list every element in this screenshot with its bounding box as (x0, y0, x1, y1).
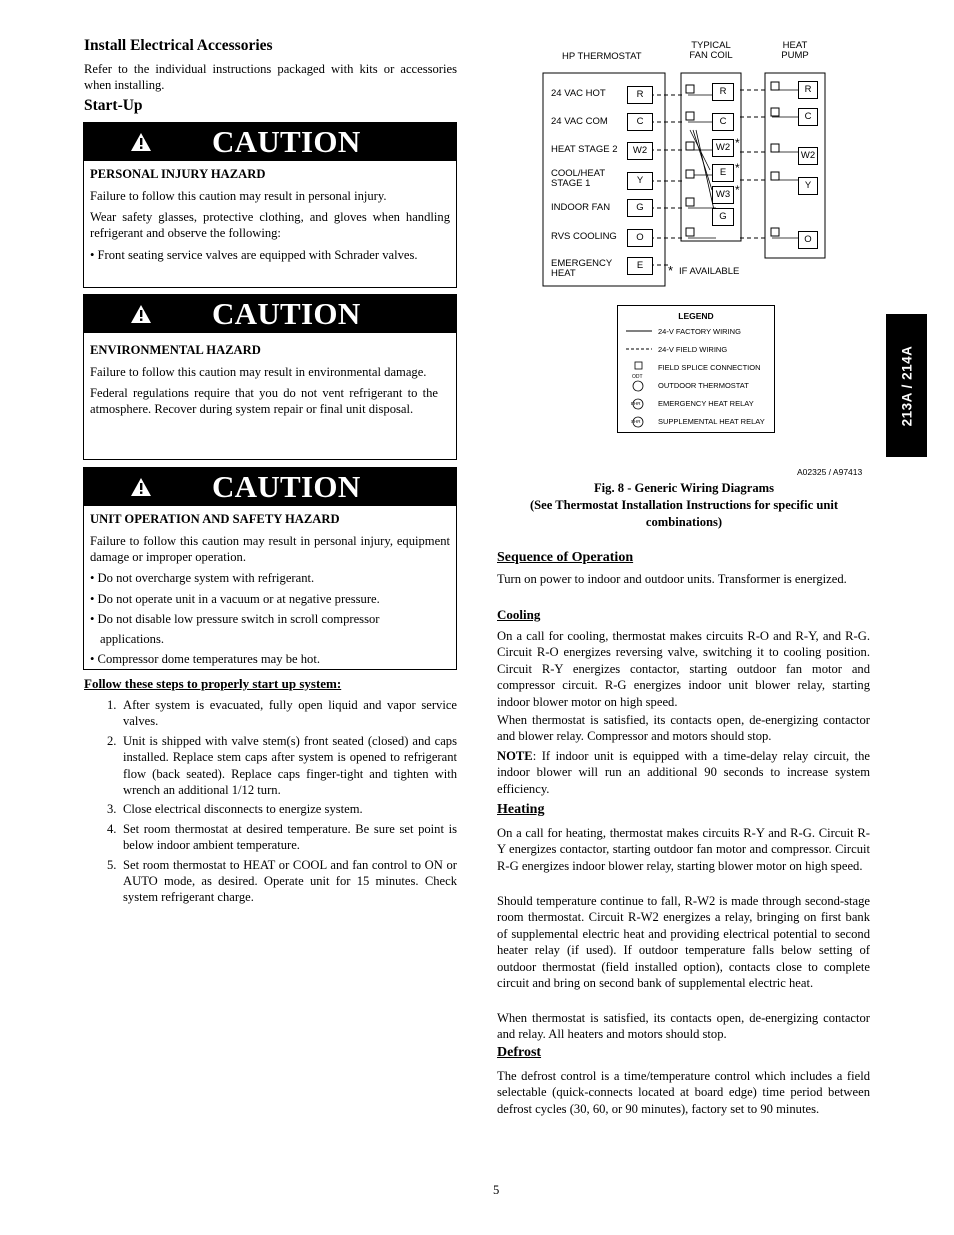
model-side-tab: 213A / 214A (886, 314, 927, 457)
cooling-heading: Cooling (497, 607, 541, 622)
warning-triangle-icon (130, 477, 152, 497)
thermostat-terminal: C (627, 113, 653, 131)
caution-box-personal-injury (83, 122, 457, 288)
thermostat-row-label: HEAT STAGE 2 (551, 144, 618, 155)
caution-paragraph: Failure to follow this caution may result in personal injury, equipment damage or improper operation. (90, 534, 450, 565)
thermostat-terminal: O (627, 229, 653, 247)
caution-word: CAUTION (212, 469, 361, 504)
steps-heading: Follow these steps to properly start up system: (84, 676, 342, 691)
hazard-title: PERSONAL INJURY HAZARD (90, 167, 266, 181)
star-mark: * (668, 263, 674, 278)
caution-word: CAUTION (212, 124, 361, 159)
note-paragraph: NOTE: If indoor unit is equipped with a time-delay relay circuit, the indoor blower will run an additional 90 seconds to increase system efficiency. (497, 749, 870, 796)
list-item: 1. After system is evacuated, fully open liquid and vapor service valves. (107, 698, 457, 729)
list-item: 4. Set room thermostat at desired temperature. Be sure set point is below indoor ambient temperature. (107, 821, 457, 853)
thermostat-terminal: E (627, 257, 653, 275)
caution-bullet: • Do not operate unit in a vacuum or at negative pressure. (90, 591, 380, 606)
caution-box-unit-operation (83, 467, 457, 670)
fan-coil-terminal: R (712, 83, 734, 101)
startup-steps-list (84, 697, 457, 909)
star-mark: * (735, 183, 740, 197)
thermostat-terminal: W2 (627, 142, 653, 160)
hazard-title: ENVIRONMENTAL HAZARD (90, 343, 261, 357)
list-item: 2. Unit is shipped with valve stem(s) front seated (closed) and caps installed. Replace stem caps after system is opened to refrigerant flow (back seated). Replace caps finger-tight and tighten with wrench an additional 1/12 turn. (107, 733, 457, 798)
heating-paragraph: When thermostat is satisfied, its contacts open, de-energizing contactor and relay. All heaters and motors should stop. (497, 1011, 870, 1042)
startup-heading: Start-Up (84, 97, 143, 114)
star-mark: * (735, 161, 740, 175)
diagram-code: A02325 / A97413 (797, 467, 863, 477)
caution-paragraph: Wear safety glasses, protective clothing, and gloves when handling refrigerant and observe the following: (90, 210, 450, 241)
legend-item: OUTDOOR THERMOSTAT (658, 381, 749, 390)
defrost-paragraph: The defrost control is a time/temperature control which includes a field selectable (quick-connects located at board edge) time period between defrost cycles (30, 60, or 90 minutes), factory set to 90 minutes. (497, 1069, 870, 1116)
cooling-paragraph: On a call for cooling, thermostat makes circuits R-O and R-Y, and R-G. Circuit R-O energizes reversing valve, switching it to cooling position. Circuit R-Y energizes contactor, starting outdoor fan motor and compressor circuit. R-G energizes indoor unit blower relay, starting indoor blower motor on high speed. (497, 629, 870, 709)
legend-item: FIELD SPLICE CONNECTION (658, 363, 761, 372)
legend-symbol-text: ODT (632, 374, 643, 380)
caution-banner (84, 295, 456, 333)
install-heading: Install Electrical Accessories (84, 37, 273, 54)
thermostat-row-label: EMERGENCY HEAT (551, 258, 613, 279)
legend-item: 24-V FIELD WIRING (658, 345, 728, 354)
warning-triangle-icon (130, 304, 152, 324)
if-available-note: IF AVAILABLE (679, 266, 740, 277)
fan-coil-terminal: W3 (712, 186, 734, 204)
thermostat-row-label: COOL/HEAT STAGE 1 (551, 168, 606, 189)
page-number: 5 (493, 1183, 500, 1197)
caution-word: CAUTION (212, 296, 361, 331)
legend-item: EMERGENCY HEAT RELAY (658, 399, 754, 408)
caution-paragraph: Failure to follow this caution may result in environmental damage. (90, 365, 427, 379)
caution-bullet: • Do not disable low pressure switch in scroll compressor (90, 611, 380, 626)
thermostat-row-label: INDOOR FAN (551, 202, 611, 213)
hazard-title: UNIT OPERATION AND SAFETY HAZARD (90, 512, 340, 526)
warning-triangle-icon (130, 132, 152, 152)
heat-pump-terminal: C (798, 108, 818, 126)
caution-bullet-continued: applications. (100, 632, 165, 647)
thermostat-row-label: RVS COOLING (551, 231, 617, 242)
hp-thermostat-label: HP THERMOSTAT (562, 51, 642, 62)
caution-bullet: • Compressor dome temperatures may be hot. (90, 652, 320, 667)
heating-paragraph: Should temperature continue to fall, R-W2 is made through second-stage room thermostat. Circuit R-W2 energizes a relay, bringing on first bank of supplemental electric heat and providing electrical potential to second heater relay (if used). If outdoor temperature falls below setting of outdoor thermostat (field installed option), contacts close to complete circuit and bring on second bank of supplemental electric heat. (497, 894, 870, 991)
caution-paragraph: Failure to follow this caution may result in personal injury. (90, 189, 387, 203)
fan-coil-terminal: G (712, 208, 734, 226)
fan-coil-terminal: E (712, 164, 734, 182)
list-item: 5. Set room thermostat to HEAT or COOL and fan control to ON or AUTO mode, as desired. Operate unit for 15 minutes. Check system refrigerant charge. (107, 857, 457, 905)
heat-pump-terminal: Y (798, 177, 818, 195)
thermostat-row-label: 24 VAC COM (551, 116, 608, 127)
thermostat-row-label: 24 VAC HOT (551, 88, 606, 99)
thermostat-terminal: R (627, 86, 653, 104)
heating-heading: Heating (497, 802, 545, 817)
diagram-legend (617, 305, 775, 433)
heat-pump-terminal: O (798, 231, 818, 249)
caution-bullet: • Do not overcharge system with refrigerant. (90, 571, 315, 586)
sequence-text: Turn on power to indoor and outdoor units. Transformer is energized. (497, 572, 847, 586)
caution-box-environmental (83, 294, 457, 460)
defrost-heading: Defrost (497, 1045, 542, 1060)
heat-pump-terminal: W2 (798, 147, 818, 165)
sequence-heading: Sequence of Operation (497, 550, 634, 565)
fan-coil-terminal: C (712, 113, 734, 131)
fan-coil-terminal: W2 (712, 139, 734, 157)
star-mark: * (735, 136, 740, 150)
cooling-paragraph: When thermostat is satisfied, its contacts open, de-energizing contactor and blower relay. Compressor and motors should stop. (497, 713, 870, 744)
caution-paragraph: Federal regulations require that you do not vent refrigerant to the atmosphere. Recover during system repair or final unit disposal. (90, 386, 438, 417)
caution-banner (84, 123, 456, 161)
list-item: 3. Close electrical disconnects to energize system. (107, 802, 363, 817)
heat-pump-terminal: R (798, 81, 818, 99)
caution-banner (84, 468, 456, 506)
thermostat-terminal: G (627, 199, 653, 217)
legend-title: LEGEND (678, 311, 714, 321)
legend-symbol-text: EHR (631, 401, 641, 406)
caution-bullet: • Front seating service valves are equipped with Schrader valves. (90, 247, 418, 262)
thermostat-terminal: Y (627, 172, 653, 190)
legend-item: 24-V FACTORY WIRING (658, 327, 741, 336)
figure-caption: Fig. 8 - Generic Wiring Diagrams (See Thermostat Installation Instructions for specific unit combinations) (529, 481, 839, 529)
heat-pump-label: HEAT PUMP (781, 40, 809, 61)
legend-symbol-text: SHR (631, 419, 641, 424)
heating-paragraph: On a call for heating, thermostat makes circuits R-Y and R-G. Circuit R-Y energizes contactor, starting outdoor fan motor and compressor. Circuit R-G energizes indoor blower relay, starting blower motor on high speed. (497, 826, 870, 873)
legend-item: SUPPLEMENTAL HEAT RELAY (658, 417, 765, 426)
install-text: Refer to the individual instructions packaged with kits or accessories when installing. (84, 62, 457, 93)
fan-coil-label: TYPICAL FAN COIL (689, 40, 733, 61)
